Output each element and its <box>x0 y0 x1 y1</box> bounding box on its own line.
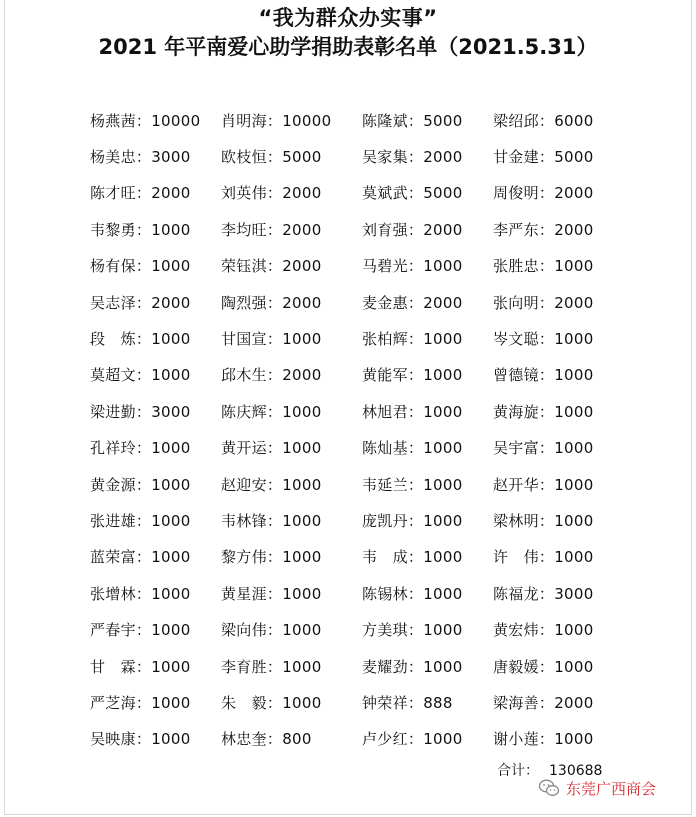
donor-entry: 赵迎安：1000 <box>221 475 322 494</box>
donor-entry: 唐毅媛：1000 <box>493 657 594 676</box>
donor-entry: 梁海善：2000 <box>493 693 594 712</box>
donor-entry: 莫斌武：5000 <box>362 184 463 203</box>
donor-row <box>90 175 650 211</box>
donor-entry: 吴映康：1000 <box>90 730 191 749</box>
donor-row <box>90 575 650 611</box>
donor-entry: 荣钰淇：2000 <box>221 257 322 276</box>
donor-entry: 蓝荣富：1000 <box>90 548 191 567</box>
donor-entry: 赵开华：1000 <box>493 475 594 494</box>
donor-row <box>90 539 650 575</box>
title-slogan: “我为群众办实事” <box>258 6 438 30</box>
donor-entry: 陈福龙：3000 <box>493 584 594 603</box>
donor-row <box>90 284 650 320</box>
donor-entry: 严芝海：1000 <box>90 693 191 712</box>
donor-entry: 张进雄：1000 <box>90 511 191 530</box>
donor-entry: 麦金惠：2000 <box>362 293 463 312</box>
donor-entry: 陶烈强：2000 <box>221 293 322 312</box>
donor-entry: 孔祥玲：1000 <box>90 439 191 458</box>
donor-entry: 方美琪：1000 <box>362 621 463 640</box>
donor-entry: 杨燕茜：10000 <box>90 111 201 130</box>
donor-row <box>90 211 650 247</box>
donor-entry: 马碧光：1000 <box>362 257 463 276</box>
donor-entry: 黄宏炜：1000 <box>493 621 594 640</box>
donor-entry: 刘育强：2000 <box>362 220 463 239</box>
donor-entry: 陈庆辉：1000 <box>221 402 322 421</box>
wechat-icon <box>538 778 560 798</box>
donor-entry: 邱木生：2000 <box>221 366 322 385</box>
donor-row <box>90 138 650 174</box>
donor-entry: 吴志泽：2000 <box>90 293 191 312</box>
donor-row <box>90 393 650 429</box>
donor-entry: 卢少红：1000 <box>362 730 463 749</box>
donor-row <box>90 102 650 138</box>
donor-row <box>90 502 650 538</box>
watermark <box>538 776 656 800</box>
donor-entry: 梁林明：1000 <box>493 511 594 530</box>
donor-entry: 黄能军：1000 <box>362 366 463 385</box>
donor-entry: 钟荣祥：888 <box>362 693 453 712</box>
donor-entry: 张向明：2000 <box>493 293 594 312</box>
donor-entry: 韦 成：1000 <box>362 548 463 567</box>
donor-entry: 甘国宣：1000 <box>221 330 322 349</box>
donor-entry: 吴家集：2000 <box>362 148 463 167</box>
donor-row <box>90 648 650 684</box>
donor-entry: 周俊明：2000 <box>493 184 594 203</box>
donor-row <box>90 357 650 393</box>
donor-entry: 甘金建：5000 <box>493 148 594 167</box>
donor-entry: 肖明海：10000 <box>221 111 332 130</box>
donor-entry: 李严东：2000 <box>493 220 594 239</box>
donor-entry: 陈才旺：2000 <box>90 184 191 203</box>
watermark-text: 东莞广西商会 <box>566 779 657 798</box>
total-label: 合计： <box>497 763 539 779</box>
donor-entry: 刘英伟：2000 <box>221 184 322 203</box>
donor-entry: 许 伟：1000 <box>493 548 594 567</box>
donor-entry: 梁向伟：1000 <box>221 621 322 640</box>
donor-entry: 莫超文：1000 <box>90 366 191 385</box>
donor-row <box>90 430 650 466</box>
donor-row <box>90 320 650 356</box>
donor-row <box>90 466 650 502</box>
donor-entry: 韦延兰：1000 <box>362 475 463 494</box>
donor-entry: 李均旺：2000 <box>221 220 322 239</box>
donor-entry: 林旭君：1000 <box>362 402 463 421</box>
donor-entry: 欧枝恒：5000 <box>221 148 322 167</box>
donor-entry: 黄金源：1000 <box>90 475 191 494</box>
donor-entry: 梁进勤：3000 <box>90 402 191 421</box>
donor-entry: 黎方伟：1000 <box>221 548 322 567</box>
donor-entry: 张柏辉：1000 <box>362 330 463 349</box>
donor-entry: 李育胜：1000 <box>221 657 322 676</box>
donor-row <box>90 721 650 757</box>
donor-list <box>90 102 650 757</box>
donor-entry: 陈灿基：1000 <box>362 439 463 458</box>
donor-entry: 林忠奎：800 <box>221 730 312 749</box>
donor-entry: 杨有保：1000 <box>90 257 191 276</box>
donor-entry: 杨美忠：3000 <box>90 148 191 167</box>
donor-entry: 段 炼：1000 <box>90 330 191 349</box>
donor-entry: 黄星涯：1000 <box>221 584 322 603</box>
donor-entry: 麦耀劲：1000 <box>362 657 463 676</box>
donor-row <box>90 248 650 284</box>
donor-entry: 张增林：1000 <box>90 584 191 603</box>
donor-entry: 陈隆斌：5000 <box>362 111 463 130</box>
donor-entry: 曾德镜：1000 <box>493 366 594 385</box>
donor-entry: 严春宇：1000 <box>90 621 191 640</box>
donor-row <box>90 684 650 720</box>
donor-entry: 梁绍邱：6000 <box>493 111 594 130</box>
donor-entry: 吴宇富：1000 <box>493 439 594 458</box>
total-value: 130688 <box>549 763 603 779</box>
donor-entry: 陈锡林：1000 <box>362 584 463 603</box>
donor-entry: 朱 毅：1000 <box>221 693 322 712</box>
donor-entry: 韦黎勇：1000 <box>90 220 191 239</box>
donor-entry: 甘 霖：1000 <box>90 657 191 676</box>
donor-row <box>90 611 650 647</box>
donor-entry: 黄开运：1000 <box>221 439 322 458</box>
donor-entry: 谢小莲：1000 <box>493 730 594 749</box>
donor-entry: 黄海旋：1000 <box>493 402 594 421</box>
donor-entry: 岑文聪：1000 <box>493 330 594 349</box>
page-title: 2021 年平南爱心助学捐助表彰名单（2021.5.31） <box>98 35 598 59</box>
donor-entry: 庞凯丹：1000 <box>362 511 463 530</box>
donor-entry: 韦林锋：1000 <box>221 511 322 530</box>
donor-entry: 张胜忠：1000 <box>493 257 594 276</box>
